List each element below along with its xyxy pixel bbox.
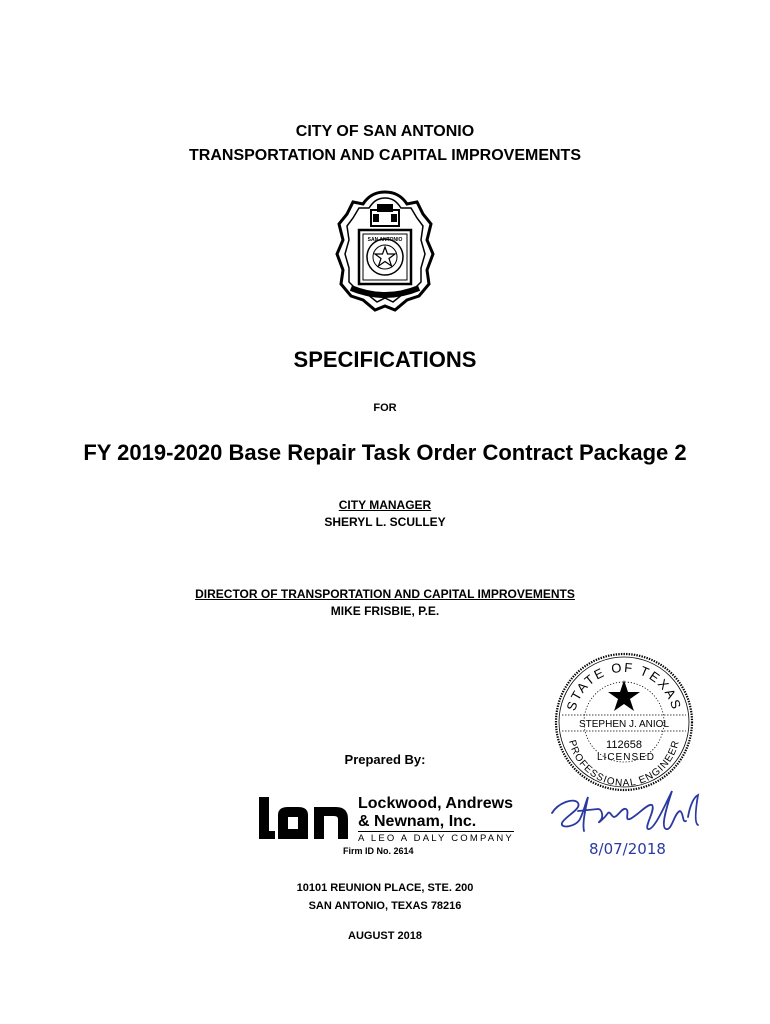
lan-logo-icon	[258, 795, 350, 841]
lan-logo-text: lan	[258, 795, 260, 796]
city-seal-icon	[333, 188, 437, 314]
document-title: SPECIFICATIONS	[293, 347, 477, 372]
project-title: FY 2019-2020 Base Repair Task Order Contract Package 2	[83, 440, 687, 465]
engineer-seal-icon	[554, 652, 694, 792]
firm-name-line2: & Newnam, Inc.	[358, 813, 477, 830]
header-line-department: TRANSPORTATION AND CAPITAL IMPROVEMENTS	[189, 147, 581, 164]
city-manager-name: SHERYL L. SCULLEY	[324, 515, 446, 529]
director-title: DIRECTOR OF TRANSPORTATION AND CAPITAL IMPROVEMENTS	[195, 587, 575, 601]
signature-date: 8/07/2018	[589, 840, 666, 858]
prepared-by-label: Prepared By:	[344, 752, 426, 767]
stamp-bottom-text: PROFESSIONAL ENGINEER	[566, 738, 682, 790]
signature-icon	[548, 783, 708, 839]
director-name: MIKE FRISBIE, P.E.	[330, 604, 440, 618]
firm-subtitle: A LEO A DALY COMPANY	[358, 833, 514, 844]
address-line1: 10101 REUNION PLACE, STE. 200	[296, 882, 474, 894]
stamp-license-number: 112658	[606, 739, 642, 751]
header-line-city: CITY OF SAN ANTONIO	[295, 123, 475, 140]
title-for: FOR	[373, 402, 397, 414]
address-line2: SAN ANTONIO, TEXAS 78216	[308, 900, 462, 912]
firm-divider	[358, 831, 514, 832]
document-date: AUGUST 2018	[348, 930, 422, 942]
firm-name	[358, 795, 513, 831]
stamp-licensed-text: LICENSED	[596, 752, 656, 763]
city-manager-title: CITY MANAGER	[338, 498, 432, 512]
firm-name-line1: Lockwood, Andrews	[358, 795, 513, 812]
seal-text: SAN ANTONIO	[367, 237, 403, 243]
firm-id: Firm ID No. 2614	[343, 846, 414, 856]
stamp-top-text: STATE OF TEXAS	[563, 659, 685, 713]
stamp-engineer-name: STEPHEN J. ANIOL	[578, 719, 670, 730]
